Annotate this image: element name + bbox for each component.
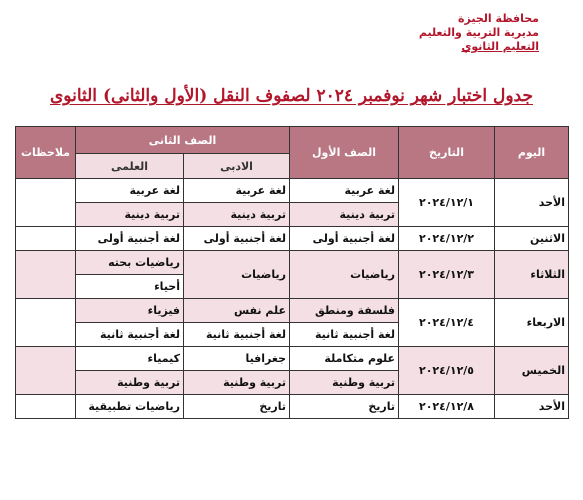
scientific-subject: كيمياء xyxy=(76,347,184,371)
first-grade-subject: تربية دينية xyxy=(290,203,399,227)
literary-subject: لغة أجنبية أولى xyxy=(184,227,290,251)
literary-subject: لغة عربية xyxy=(184,179,290,203)
first-grade-subject: تربية وطنية xyxy=(290,371,399,395)
literary-subject: تربية دينية xyxy=(184,203,290,227)
date-cell: ٢٠٢٤/١٢/٤ xyxy=(399,299,495,347)
col-header-day: اليوم xyxy=(495,127,569,179)
governorate-label: محافظة الجيزة xyxy=(458,12,539,25)
scientific-subject: لغة أجنبية أولى xyxy=(76,227,184,251)
day-cell: الخميس xyxy=(495,347,569,395)
date-cell: ٢٠٢٤/١٢/٨ xyxy=(399,395,495,419)
first-grade-subject: رياضيات xyxy=(290,251,399,299)
col-header-second-grade: الصف الثانى xyxy=(76,127,290,154)
col-header-literary: الادبى xyxy=(184,154,290,179)
scientific-subject: تربية دينية xyxy=(76,203,184,227)
date-cell: ٢٠٢٤/١٢/٢ xyxy=(399,227,495,251)
day-cell: الاثنين xyxy=(495,227,569,251)
department-label: التعليم الثانوي xyxy=(461,40,539,53)
page-title: جدول اختبار شهر نوفمبر ٢٠٢٤ لصفوف النقل (الأول والثانى) الثانوى xyxy=(50,86,533,106)
day-cell: الأحد xyxy=(495,395,569,419)
day-cell: الثلاثاء xyxy=(495,251,569,299)
table-row xyxy=(16,347,569,371)
col-header-notes: ملاحظات xyxy=(16,127,76,179)
first-grade-subject: علوم متكاملة xyxy=(290,347,399,371)
notes-cell xyxy=(16,347,76,395)
scientific-subject: رياضيات بحته xyxy=(76,251,184,275)
day-cell: الاربعاء xyxy=(495,299,569,347)
col-header-scientific: العلمى xyxy=(76,154,184,179)
table-row xyxy=(16,395,569,419)
literary-subject: علم نفس xyxy=(184,299,290,323)
notes-cell xyxy=(16,227,76,251)
table-row xyxy=(16,227,569,251)
table-row xyxy=(16,251,569,275)
date-cell: ٢٠٢٤/١٢/١ xyxy=(399,179,495,227)
scientific-subject: أحياء xyxy=(76,275,184,299)
scientific-subject: فيزياء xyxy=(76,299,184,323)
scientific-subject: لغة أجنبية ثانية xyxy=(76,323,184,347)
col-header-date: التاريخ xyxy=(399,127,495,179)
header-block xyxy=(419,12,539,54)
col-header-first-grade: الصف الأول xyxy=(290,127,399,179)
date-cell: ٢٠٢٤/١٢/٣ xyxy=(399,251,495,299)
first-grade-subject: لغة عربية xyxy=(290,179,399,203)
first-grade-subject: لغة أجنبية أولى xyxy=(290,227,399,251)
first-grade-subject: تاريخ xyxy=(290,395,399,419)
scientific-subject: رياضيات تطبيقية xyxy=(76,395,184,419)
literary-subject: لغة أجنبية ثانية xyxy=(184,323,290,347)
table-row xyxy=(16,299,569,323)
literary-subject: رياضيات xyxy=(184,251,290,299)
literary-subject: تربية وطنية xyxy=(184,371,290,395)
first-grade-subject: فلسفة ومنطق xyxy=(290,299,399,323)
day-cell: الأحد xyxy=(495,179,569,227)
table-row xyxy=(16,179,569,203)
directorate-label: مديرية التربية والتعليم xyxy=(418,26,539,39)
first-grade-subject: لغة أجنبية ثانية xyxy=(290,323,399,347)
literary-subject: جغرافيا xyxy=(184,347,290,371)
exam-schedule-table xyxy=(15,126,569,419)
notes-cell xyxy=(16,395,76,419)
scientific-subject: لغة عربية xyxy=(76,179,184,203)
date-cell: ٢٠٢٤/١٢/٥ xyxy=(399,347,495,395)
scientific-subject: تربية وطنية xyxy=(76,371,184,395)
notes-cell xyxy=(16,251,76,299)
literary-subject: تاريخ xyxy=(184,395,290,419)
notes-cell xyxy=(16,179,76,227)
notes-cell xyxy=(16,299,76,347)
